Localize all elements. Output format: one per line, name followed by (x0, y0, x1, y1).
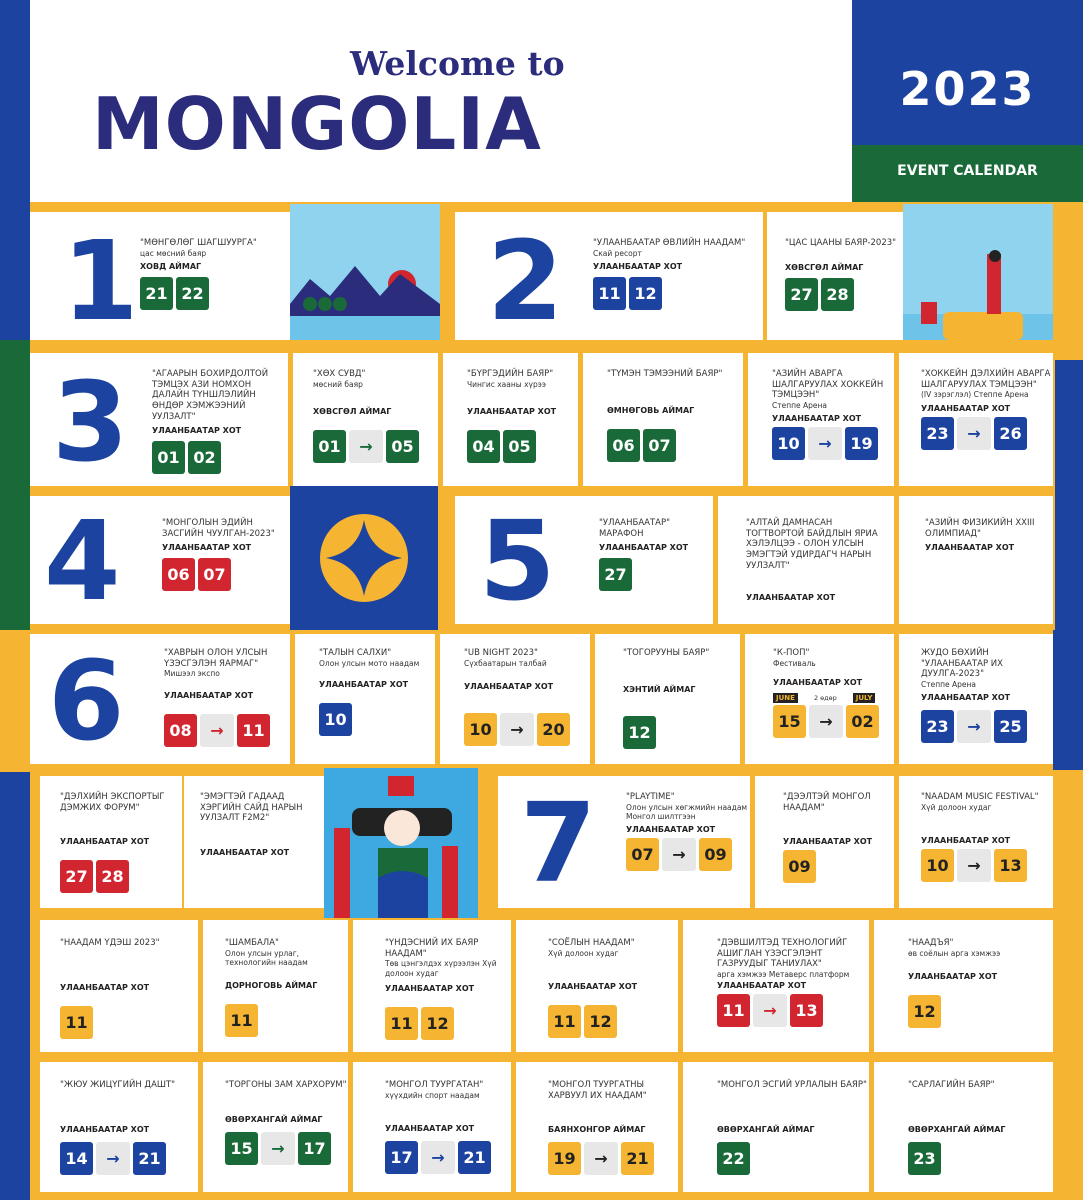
event-card[interactable] (767, 212, 903, 340)
event-title: "САРЛАГИЙН БАЯР" (908, 1080, 995, 1090)
event-card[interactable] (353, 920, 511, 1052)
event-location: УЛААНБААТАР ХОТ (385, 1124, 475, 1133)
event-subtitle: Олон улсын хөгжмийн наадам Монгол шилтгээн (626, 802, 748, 821)
event-card[interactable] (203, 920, 348, 1052)
event-card[interactable] (745, 634, 894, 764)
event-subtitle: Мишээл экспо (164, 669, 220, 679)
event-title: "ТОГОРУУНЫ БАЯР" (623, 648, 710, 658)
event[interactable] (593, 238, 763, 310)
date-badge: 27 (785, 278, 818, 311)
date-badge: 21 (621, 1142, 654, 1175)
event-title: "АГААРЫН БОХИРДОЛТОЙ ТЭМЦЭХ АЗИ НОМХОН ДАЛАЙН ТҮНШЛЭЛИЙН ӨНДӨР ХЭМЖЭЭНИЙ УУЛЗАЛТ" (152, 369, 269, 422)
date-badge: 19 (548, 1142, 581, 1175)
event-location: УЛААНБААТАР ХОТ (626, 825, 716, 835)
event-location: ХӨВСГӨЛ АЙМАГ (313, 407, 392, 416)
event-subtitle: Сүхбаатарын талбай (464, 658, 547, 668)
date-badge: 21 (133, 1142, 166, 1175)
event-subtitle: цас мөсний баяр (140, 248, 207, 258)
date-badge: 27 (599, 558, 632, 591)
winter-landscape-illustration (290, 204, 440, 350)
event-card[interactable] (40, 1062, 198, 1192)
date-badge: 08 (164, 714, 197, 747)
event-card[interactable] (295, 634, 435, 764)
event-title: "К-ПОП" (773, 648, 810, 658)
date-badge: 06 (607, 429, 640, 462)
event-title: "ХАВРЫН ОЛОН УЛСЫН ҮЗЭСГЭЛЭН ЯАРМАГ" (164, 648, 268, 669)
month-card-feb (455, 212, 763, 345)
date-badge: 02 (188, 441, 221, 474)
date-badge: 10 (772, 427, 805, 460)
event-card[interactable] (718, 496, 894, 624)
arrow-right-icon: → (808, 427, 842, 460)
date-badge: 13 (994, 849, 1027, 882)
event-location: УЛААНБААТАР ХОТ (921, 693, 1011, 703)
event-card[interactable] (293, 353, 438, 486)
event-location: УЛААНБААТАР ХОТ (599, 543, 689, 553)
event-title: "МОНГОЛ ТУУРГАТАН" (385, 1080, 484, 1090)
event-subtitle: (IV зэрэглэл) Степпе Арена (921, 390, 1029, 400)
arrow-right-icon: → (809, 705, 843, 738)
event-subtitle: Чингис хааны хүрээ (467, 379, 546, 389)
event-title: "БҮРГЭДИЙН БАЯР" (467, 369, 554, 379)
event-title: "UB NIGHT 2023" (464, 648, 538, 658)
mongolian-woman-illustration (324, 768, 478, 918)
date-badge: 10 (464, 713, 497, 746)
event-title: "NAADAM MUSIC FESTIVAL" (921, 792, 1039, 802)
year-label: 2023 (899, 62, 1036, 116)
event-title: "ХОККЕЙН ДЭЛХИЙН АВАРГА ШАЛГАРУУЛАХ ТЭМЦЭЭН" (921, 369, 1051, 390)
right-pattern-band (1053, 630, 1083, 770)
event[interactable] (162, 518, 290, 591)
event-location: УЛААНБААТАР ХОТ (921, 403, 1011, 413)
arrow-right-icon: → (957, 710, 991, 743)
event-title: "НААДАМ ҮДЭШ 2023" (60, 938, 160, 948)
event-card[interactable] (516, 920, 678, 1052)
event-card[interactable] (353, 1062, 511, 1192)
event-title: "АЗИЙН ФИЗИКИЙН XXIII ОЛИМПИАД" (925, 518, 1035, 539)
date-badge: 23 (921, 710, 954, 743)
event-subtitle: Хүй долоон худаг (921, 802, 992, 812)
event-card[interactable] (40, 776, 182, 908)
event-subtitle: Степпе Арена (772, 400, 828, 410)
left-green-band (0, 340, 30, 630)
duration-label: 2 өдөр (813, 694, 837, 702)
arrow-right-icon: → (500, 713, 534, 746)
event-card[interactable] (755, 776, 894, 908)
month-number: 3 (52, 358, 129, 486)
month-number: 4 (44, 497, 121, 625)
right-blue-band (1055, 360, 1083, 630)
event-title: "МОНГОЛЫН ЭДИЙН ЗАСГИЙН ЧУУЛГАН-2023" (162, 518, 275, 539)
event-card[interactable] (899, 634, 1053, 764)
date-badge: 23 (908, 1142, 941, 1175)
date-badge: 12 (629, 277, 662, 310)
date-badge: 23 (921, 417, 954, 450)
event-subtitle: Олон улсын урлаг, технологийн наадам (225, 948, 308, 967)
event-card[interactable] (443, 353, 578, 486)
event-card[interactable] (595, 634, 740, 764)
event-location: УЛААНБААТАР ХОТ (921, 836, 1011, 845)
event-title: "УЛААНБААТАР" МАРАФОН (599, 518, 671, 539)
date-badge: 15 (773, 705, 806, 738)
event-location: УЛААНБААТАР ХОТ (164, 690, 254, 700)
date-badge: 09 (783, 850, 816, 883)
event-title: "АЛТАЙ ДАМНАСАН ТОГТВОРТОЙ БАЙДЛЫН ЯРИА ХЭЛЭЛЦЭЭ - ОЛОН УЛСЫН ЭМЭГТЭЙ УДИРДАГЧ НАРЫН УУЛЗАЛТ" (746, 518, 878, 571)
month-card-may (455, 496, 713, 624)
event-location: УЛААНБААТАР ХОТ (60, 982, 150, 992)
event-card[interactable] (683, 1062, 869, 1192)
event-card[interactable] (40, 920, 198, 1052)
month-number: 6 (48, 637, 125, 765)
date-badge: 01 (313, 430, 346, 463)
date-badge: 11 (717, 994, 750, 1027)
event-subtitle: Олон улсын мото наадам (319, 658, 420, 668)
date-badge: 05 (503, 430, 536, 463)
event-location: УЛААНБААТАР ХОТ (773, 678, 863, 687)
event-location: ӨВӨРХАНГАЙ АЙМАГ (908, 1124, 1006, 1134)
event-title: "ДЭЛХИЙН ЭКСПОРТЫГ ДЭМЖИХ ФОРУМ" (60, 792, 165, 813)
arrow-right-icon: → (957, 849, 991, 882)
date-badge: 05 (386, 430, 419, 463)
event-title: "НААДЪЯ" (908, 938, 954, 948)
event-title: "PLAYTIME" (626, 792, 675, 802)
event-title: ЖУДО БӨХИЙН "УЛААНБААТАР ИХ ДУУЛГА-2023" (921, 648, 1003, 680)
event-subtitle: Хүй долоон худаг (548, 948, 619, 958)
event-card[interactable] (203, 1062, 348, 1192)
event-card[interactable] (583, 353, 743, 486)
month-number: 2 (487, 217, 564, 345)
month-card-jun (30, 634, 290, 764)
event-location: ХЭНТИЙ АЙМАГ (623, 684, 696, 694)
event-location: УЛААНБААТАР ХОТ (746, 593, 836, 603)
event[interactable] (140, 238, 290, 310)
date-badge: 11 (225, 1004, 258, 1037)
event-location: УЛААНБААТАР ХОТ (593, 262, 683, 271)
ice-fishing-illustration (903, 204, 1053, 350)
date-badge: 22 (717, 1142, 750, 1175)
calendar-label-box (852, 145, 1083, 202)
date-badge: 07 (643, 429, 676, 462)
ornament-emblem (290, 486, 438, 630)
month-card-jul (498, 776, 750, 908)
date-badge: 12 (584, 1005, 617, 1038)
header (30, 0, 852, 202)
event-subtitle: арга хэмжээ Метаверс платформ (717, 969, 850, 979)
event-location: УЛААНБААТАР ХОТ (464, 682, 554, 691)
date-badge: 12 (908, 995, 941, 1028)
date-badge: 21 (140, 277, 173, 310)
event-title: "СОЁЛЫН НААДАМ" (548, 938, 635, 948)
arrow-right-icon: → (753, 994, 787, 1027)
date-badge: 07 (198, 558, 231, 591)
event-card[interactable] (683, 920, 869, 1052)
event-location: УЛААНБААТАР ХОТ (385, 984, 475, 993)
event-location: ДОРНОГОВЬ АЙМАГ (225, 981, 318, 991)
event-card[interactable] (874, 1062, 1053, 1192)
date-badge: 02 (846, 705, 879, 738)
date-badge: 28 (96, 860, 129, 893)
date-badge: 13 (790, 994, 823, 1027)
date-badge: 11 (548, 1005, 581, 1038)
event-location: УЛААНБААТАР ХОТ (60, 837, 150, 847)
event-location: ӨМНӨГОВЬ АЙМАГ (607, 405, 695, 415)
date-badge: 22 (176, 277, 209, 310)
date-badge: 14 (60, 1142, 93, 1175)
event-title: "ДЭВШИЛТЭД ТЕХНОЛОГИЙГ АШИГЛАН ҮЗЭСГЭЛЭНТ ГАЗРУУДЫГ ТАНИУЛАХ" (717, 938, 848, 970)
event-card[interactable] (899, 353, 1053, 486)
event-subtitle: Скай ресорт (593, 248, 642, 258)
event-location: ХӨВСГӨЛ АЙМАГ (785, 262, 864, 272)
welcome-text: Welcome to (350, 44, 565, 83)
date-badge: 21 (458, 1141, 491, 1174)
event[interactable] (626, 792, 750, 871)
event-title: "УЛААНБААТАР ӨВЛИЙН НААДАМ" (593, 238, 746, 248)
date-badge: 07 (626, 838, 659, 871)
event-title: "ЦАС ЦААНЫ БАЯР-2023" (785, 238, 897, 248)
event-title: "ТҮМЭН ТЭМЭЭНИЙ БАЯР" (607, 369, 723, 379)
date-badge: 11 (385, 1007, 418, 1040)
arrow-right-icon: → (957, 417, 991, 450)
event-title: "ХӨХ СУВД" (313, 369, 366, 379)
event[interactable] (164, 648, 290, 747)
event-location: УЛААНБААТАР ХОТ (152, 426, 242, 436)
event-location: УЛААНБААТАР ХОТ (162, 543, 252, 553)
event-title: "ҮНДЭСНИЙ ИХ БАЯР НААДАМ" (385, 938, 479, 959)
arrow-right-icon: → (349, 430, 383, 463)
date-badge: 04 (467, 430, 500, 463)
month-number: 7 (520, 779, 597, 907)
event-location: УЛААНБААТАР ХОТ (783, 837, 873, 847)
event-title: "ШАМБАЛА" (225, 938, 279, 948)
event-card[interactable] (516, 1062, 678, 1192)
event-title: "ТАЛЫН САЛХИ" (319, 648, 392, 658)
event-subtitle: Фестиваль (773, 658, 816, 668)
date-badge: 10 (921, 849, 954, 882)
event-subtitle: Степпе Арена (921, 679, 977, 689)
month-card-jan (30, 212, 290, 345)
arrow-right-icon: → (662, 838, 696, 871)
date-badge: 11 (237, 714, 270, 747)
event-location: УЛААНБААТАР ХОТ (717, 981, 807, 991)
event-location: БАЯНХОНГОР АЙМАГ (548, 1125, 646, 1135)
date-badge: 25 (994, 710, 1027, 743)
date-badge: 17 (298, 1132, 331, 1165)
date-badge: 11 (593, 277, 626, 310)
event-subtitle: мөсний баяр (313, 379, 363, 389)
month-tag: JUNE (773, 693, 798, 703)
month-card-mar (30, 353, 288, 486)
event-location: УЛААНБААТАР ХОТ (200, 847, 290, 857)
arrow-right-icon: → (200, 714, 234, 747)
date-badge: 20 (537, 713, 570, 746)
date-badge: 19 (845, 427, 878, 460)
month-card-apr (30, 496, 290, 624)
event-subtitle: өв соёлын арга хэмжээ (908, 948, 1001, 958)
event-card[interactable] (184, 776, 324, 908)
event-location: УЛААНБААТАР ХОТ (548, 982, 638, 991)
month-number: 1 (62, 217, 139, 345)
event-location: ӨВӨРХАНГАЙ АЙМАГ (225, 1114, 323, 1124)
country-title: MONGOLIA (92, 82, 542, 166)
calendar-label: EVENT CALENDAR (897, 163, 1038, 179)
event-card[interactable] (748, 353, 894, 486)
date-badge: 10 (319, 703, 352, 736)
event-subtitle: хүүхдийн спорт наадам (385, 1090, 480, 1100)
date-badge: 01 (152, 441, 185, 474)
event-title: "ЭМЭГТЭЙ ГАДААД ХЭРГИЙН САЙД НАРЫН УУЛЗАЛТ F2M2" (200, 792, 303, 824)
event[interactable] (152, 369, 288, 474)
event-title: "МӨНГӨЛӨГ ШАГШУУРГА" (140, 238, 257, 248)
left-pattern-band (0, 772, 30, 1200)
date-badge: 26 (994, 417, 1027, 450)
arrow-right-icon: → (584, 1142, 618, 1175)
date-badge: 06 (162, 558, 195, 591)
event-title: "ЖЮУ ЖИЦҮГИЙН ДАШТ" (60, 1080, 176, 1090)
left-blue-band (0, 0, 30, 340)
event-title: "МОНГОЛ ТУУРГАТНЫ ХАРВУУЛ ИХ НААДАМ" (548, 1080, 647, 1101)
arrow-right-icon: → (421, 1141, 455, 1174)
event-title: "АЗИЙН АВАРГА ШАЛГАРУУЛАХ ХОККЕЙН ТЭМЦЭЭН" (772, 369, 884, 401)
date-badge: 11 (60, 1006, 93, 1039)
date-badge: 28 (821, 278, 854, 311)
event-location: ХОВД АЙМАГ (140, 262, 202, 271)
event-location: УЛААНБААТАР ХОТ (925, 543, 1015, 553)
event-card[interactable] (899, 776, 1053, 908)
date-badge: 12 (421, 1007, 454, 1040)
event-title: "МОНГОЛ ЭСГИЙ УРЛАЛЫН БАЯР" (717, 1080, 867, 1090)
month-number: 5 (479, 497, 556, 625)
event-location: УЛААНБААТАР ХОТ (467, 407, 557, 416)
event-card[interactable] (440, 634, 590, 764)
event-title: "ДЭЭЛТЭЙ МОНГОЛ НААДАМ" (783, 792, 871, 813)
event-card[interactable] (874, 920, 1053, 1052)
event[interactable] (599, 518, 713, 591)
month-tag: JULY (853, 693, 876, 703)
date-badge: 17 (385, 1141, 418, 1174)
date-badge: 27 (60, 860, 93, 893)
year-box (852, 0, 1083, 145)
arrow-right-icon: → (96, 1142, 130, 1175)
event-location: УЛААНБААТАР ХОТ (60, 1124, 150, 1134)
date-badge: 15 (225, 1132, 258, 1165)
event-location: УЛААНБААТАР ХОТ (908, 972, 998, 981)
event-location: ӨВӨРХАНГАЙ АЙМАГ (717, 1124, 815, 1134)
event-subtitle: Төв цэнгэлдэх хүрээлэн Хүй долоон худаг (385, 959, 497, 978)
event-location: УЛААНБААТАР ХОТ (319, 680, 409, 689)
event-location: УЛААНБААТАР ХОТ (772, 414, 862, 424)
date-badge: 12 (623, 716, 656, 749)
date-badge: 09 (699, 838, 732, 871)
arrow-right-icon: → (261, 1132, 295, 1165)
event-card[interactable] (899, 496, 1053, 624)
event-title: "ТОРГОНЫ ЗАМ ХАРХОРУМ" (225, 1080, 347, 1090)
